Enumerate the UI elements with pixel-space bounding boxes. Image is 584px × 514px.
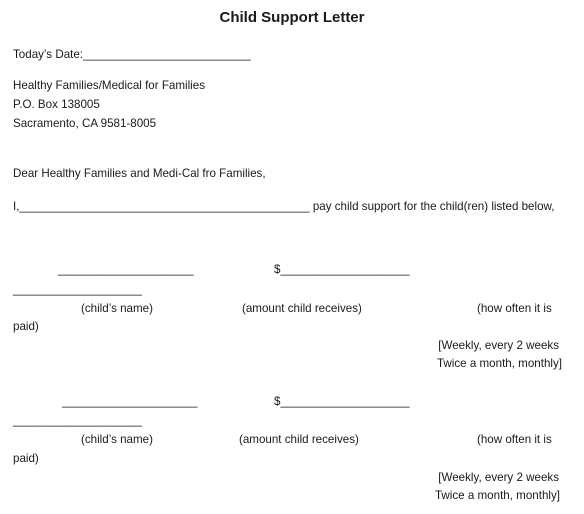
frequency-note-line-1: [Weekly, every 2 weeks (438, 471, 559, 484)
address-line-1: Healthy Families/Medical for Families (13, 79, 205, 92)
amount-blank: $____________________ (274, 263, 410, 276)
frequency-note-line-2: Twice a month, monthly] (434, 489, 560, 502)
declaration-line: I,_____________________________________________ pay child support for the child(ren) listed below, (13, 200, 555, 213)
label-frequency: (how often it is (477, 433, 552, 446)
frequency-blank: ____________________ (13, 414, 142, 427)
label-amount: (amount child receives) (239, 433, 359, 446)
label-frequency-continued: paid) (13, 320, 39, 333)
document-title: Child Support Letter (219, 9, 365, 26)
frequency-blank: ____________________ (13, 283, 142, 296)
child-name-blank: _____________________ (62, 395, 198, 408)
address-line-2: P.O. Box 138005 (13, 98, 100, 111)
address-line-3: Sacramento, CA 9581-8005 (13, 117, 157, 130)
label-amount: (amount child receives) (242, 302, 362, 315)
date-line: Today’s Date:__________________________ (13, 48, 251, 61)
label-child-name: (child’s name) (81, 302, 153, 315)
label-frequency-continued: paid) (13, 452, 39, 465)
frequency-note-line-1: [Weekly, every 2 weeks (438, 339, 559, 352)
child-name-blank: _____________________ (58, 263, 194, 276)
amount-blank: $____________________ (274, 395, 410, 408)
label-child-name: (child’s name) (81, 433, 153, 446)
salutation: Dear Healthy Families and Medi-Cal fro Families, (13, 167, 266, 180)
label-frequency: (how often it is (477, 302, 552, 315)
frequency-note-line-2: Twice a month, monthly] (436, 357, 562, 370)
